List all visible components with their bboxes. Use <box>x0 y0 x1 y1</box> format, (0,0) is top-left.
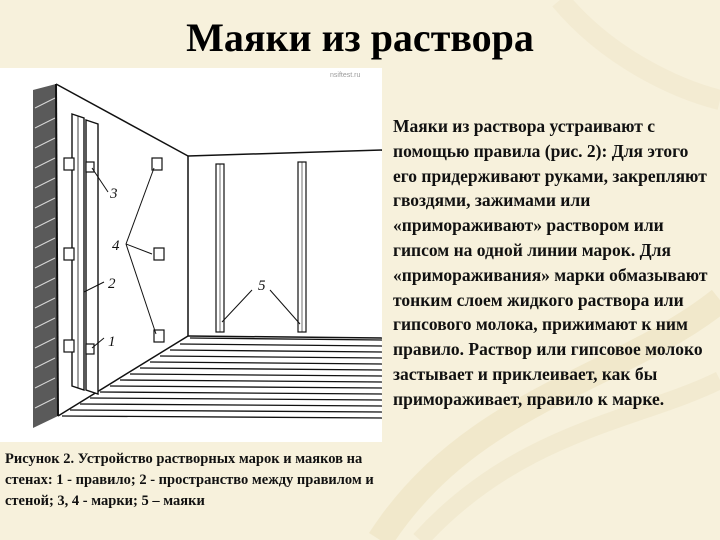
wall-section <box>33 84 58 428</box>
floor-hatching <box>62 338 382 418</box>
label-3: 3 <box>110 186 118 202</box>
figure <box>0 68 382 442</box>
watermark: nsiftest.ru <box>330 72 361 79</box>
beacons <box>216 162 306 332</box>
marks-far-wall <box>152 158 164 342</box>
figure-caption: Рисунок 2. Устройство растворных марок и маяков на стенах: 1 - правило; 2 - пространство между правилом и стеной; 3, 4 - марки; 5 – маяки <box>5 451 374 509</box>
label-5: 5 <box>258 278 266 294</box>
plastering-beacons-diagram <box>0 68 382 442</box>
body-text: Маяки из раствора устраивают с помощью правила (рис. 2): Для этого его придерживают руками, закрепляют гвоздями, зажимами или «примораживают» раствором или гипсом на одной линии марок. Для «примораживания» марки обмазывают тонким слоем жидкого раствора или гипсового молока, прижимают к ним правило. Раствор или гипсовое молоко застывает и приклеивает, как бы примораживает, правило к марке. <box>393 116 708 409</box>
label-4: 4 <box>112 238 120 254</box>
label-1: 1 <box>108 334 116 350</box>
label-2: 2 <box>108 276 116 292</box>
slide-title: Маяки из раствора <box>186 15 534 60</box>
